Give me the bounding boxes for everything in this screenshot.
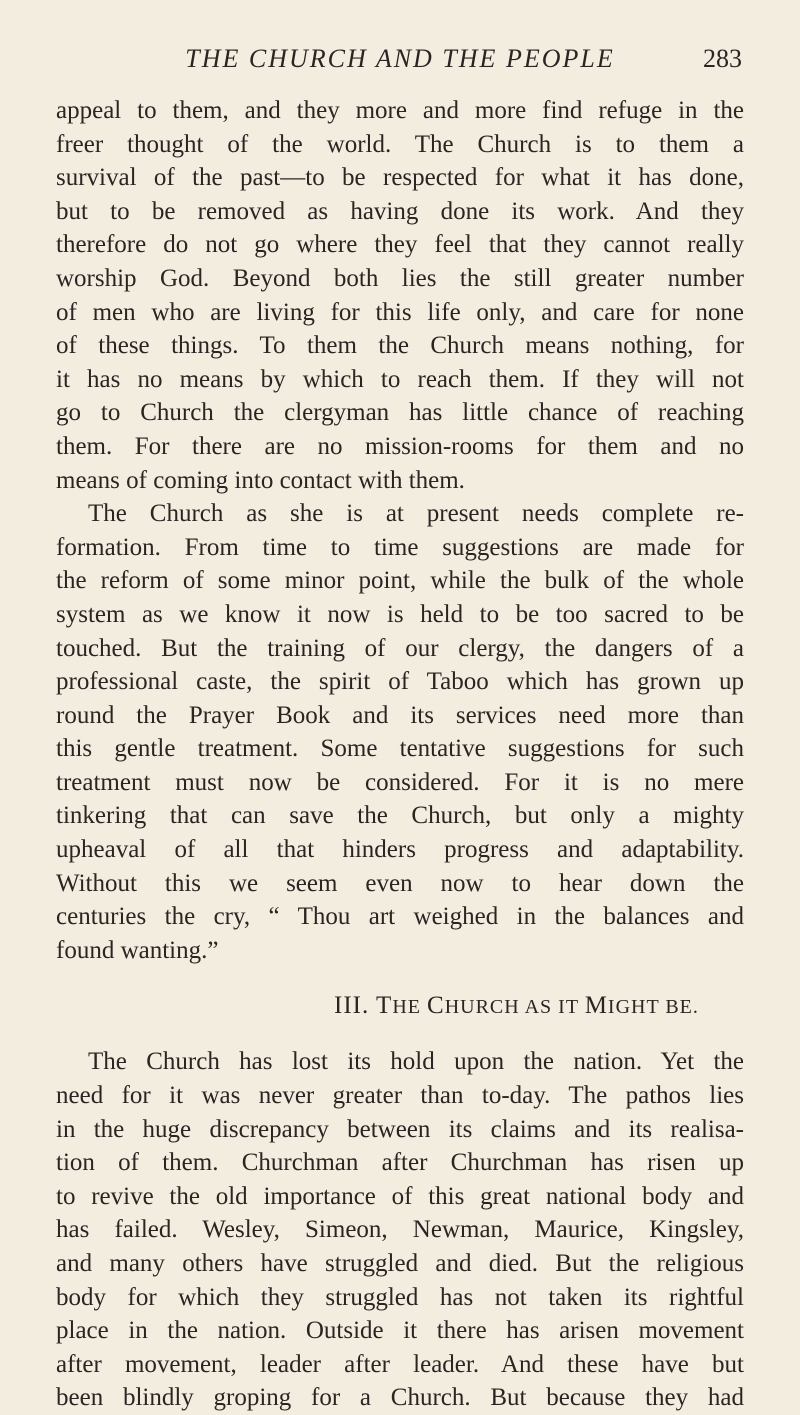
text-line: and many others have struggled and died. But the religious bbox=[56, 1250, 744, 1277]
text-line: this gentle treatment. Some tentative suggestions for such bbox=[56, 735, 744, 763]
text-line: place in the nation. Outside it there has arisen movement bbox=[56, 1317, 744, 1345]
text-line: professional caste, the spirit of Taboo which has grown up bbox=[56, 668, 744, 696]
section-title-part: T bbox=[376, 992, 393, 1020]
text-line: been blindly groping for a Church. But because they had bbox=[56, 1384, 744, 1412]
text-line: need for it was never greater than to-day. The pathos lies bbox=[56, 1082, 744, 1110]
text-line: means of coming into contact with them. bbox=[56, 466, 465, 494]
text-line: The Church has lost its hold upon the nation. Yet the bbox=[88, 1048, 744, 1076]
running-head bbox=[0, 40, 800, 80]
text-line: formation. From time to time suggestions are made for bbox=[56, 533, 744, 561]
paragraph-1 bbox=[56, 94, 744, 497]
text-line: after movement, leader after leader. And these have but bbox=[56, 1350, 744, 1378]
text-line: them. For there are no mission-rooms for them and no bbox=[56, 432, 744, 460]
text-line: body for which they struggled has not taken its rightful bbox=[56, 1283, 744, 1311]
text-line: but to be removed as having done its work. And they bbox=[56, 197, 744, 225]
text-line: round the Prayer Book and its services need more than bbox=[56, 701, 744, 729]
text-line: Without this we seem even now to hear down the bbox=[56, 869, 744, 897]
paragraph-2 bbox=[56, 497, 744, 967]
section-title-part: C bbox=[427, 992, 445, 1020]
text-line: tinkering that can save the Church, but only a mighty bbox=[56, 802, 744, 830]
text-line: of men who are living for this life only, and care for none bbox=[56, 298, 744, 326]
running-title: THE CHURCH AND THE PEOPLE bbox=[185, 44, 615, 73]
text-line: survival of the past—to be respected for what it has done, bbox=[56, 164, 744, 192]
text-line: worship God. Beyond both lies the still greater number bbox=[56, 264, 744, 292]
text-line: system as we know it now is held to be too sacred to be bbox=[56, 600, 744, 628]
paragraph-3 bbox=[56, 1045, 744, 1415]
text-line: tion of them. Churchman after Churchman has risen up bbox=[56, 1149, 744, 1177]
text-line: treatment must now be considered. For it is no mere bbox=[56, 768, 744, 796]
text-line: touched. But the training of our clergy, the dangers of a bbox=[56, 634, 744, 662]
section-numeral: III. bbox=[334, 992, 370, 1020]
page-number: 283 bbox=[703, 44, 742, 73]
text-line: upheaval of all that hinders progress and adaptability. bbox=[56, 836, 744, 864]
text-line: go to Church the clergyman has little chance of reaching bbox=[56, 399, 744, 427]
text-line: centuries the cry, “ Thou art weighed in the balances and bbox=[56, 903, 744, 931]
section-title-part: HURCH AS IT bbox=[444, 996, 585, 1019]
section-title-part: M bbox=[584, 992, 608, 1020]
text-line: to revive the old importance of this great national body and bbox=[56, 1182, 744, 1210]
section-title-part: HE bbox=[392, 996, 427, 1019]
text-line: therefore do not go where they feel that they cannot really bbox=[56, 231, 744, 259]
text-line: found wanting.” bbox=[56, 936, 219, 964]
text-line: of these things. To them the Church means nothing, for bbox=[56, 332, 744, 360]
text-line: it has no means by which to reach them. If they will not bbox=[56, 365, 744, 393]
text-line: the reform of some minor point, while the bulk of the whole bbox=[56, 567, 744, 595]
section-title-part: IGHT BE. bbox=[607, 996, 699, 1019]
text-line: has failed. Wesley, Simeon, Newman, Maurice, Kingsley, bbox=[56, 1216, 744, 1244]
text-line: appeal to them, and they more and more find refuge in the bbox=[56, 97, 744, 124]
text-line: in the huge discrepancy between its claims and its realisa- bbox=[56, 1115, 744, 1143]
text-line: freer thought of the world. The Church is to them a bbox=[56, 130, 744, 158]
section-heading bbox=[56, 989, 744, 1023]
body-text bbox=[56, 94, 744, 1415]
text-line: The Church as she is at present needs complete re- bbox=[88, 500, 744, 528]
